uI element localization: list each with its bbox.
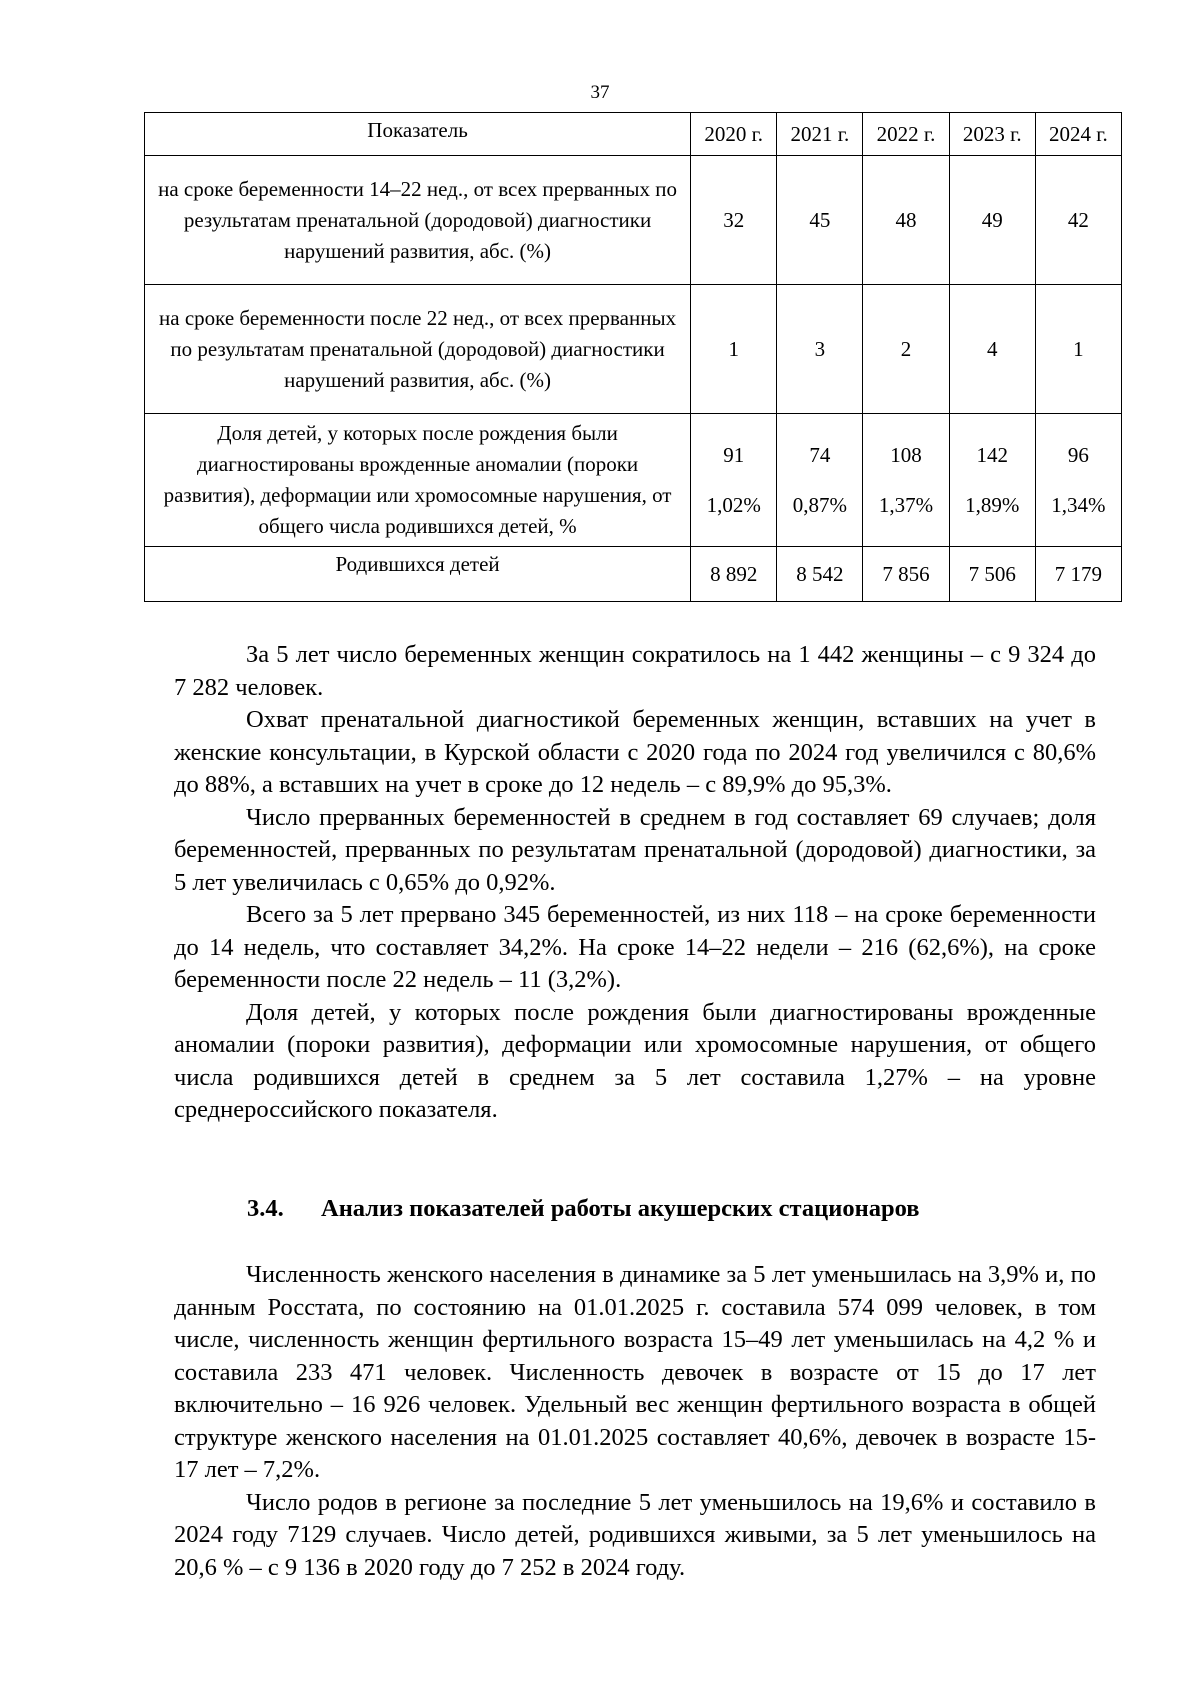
paragraph: Численность женского населения в динамике за 5 лет уменьшилась на 3,9% и, по данным Росстата, по состоянию на 01.01.2025 г. составила 574 099 человек, в том числе, численность женщин фертильного возраста 15–49 лет уменьшилась на 4,2 % и составила 233 471 человек. Численность девочек в возрасте от 15 до 17 лет включительно – 16 926 человек. Удельный вес женщин фертильного возраста в общей структуре женского населения на 01.01.2025 составляет 40,6%, девочек в возрасте 15-17 лет – 7,2%. xyxy=(174,1261,1096,1483)
table-cell xyxy=(949,414,1035,547)
row-label: на сроке беременности 14–22 нед., от всех прерванных по результатам пренатальной (дородовой) диагностики нарушений развития, абс. (%) xyxy=(145,156,691,285)
table-cell: 48 xyxy=(863,156,949,285)
cell-percent: 1,37% xyxy=(878,493,934,517)
header-year: 2021 г. xyxy=(777,113,863,156)
header-indicator: Показатель xyxy=(145,113,691,156)
section-title: Анализ показателей работы акушерских стационаров xyxy=(321,1195,920,1222)
body-text-after xyxy=(174,1259,1096,1584)
table-cell: 3 xyxy=(777,285,863,414)
header-year: 2022 г. xyxy=(863,113,949,156)
table-cell: 45 xyxy=(777,156,863,285)
header-year: 2023 г. xyxy=(949,113,1035,156)
row-label: Родившихся детей xyxy=(145,547,691,602)
table-header-row xyxy=(145,113,1122,156)
table-cell: 1 xyxy=(1035,285,1121,414)
cell-percent: 1,89% xyxy=(965,493,1020,517)
header-year: 2020 г. xyxy=(691,113,777,156)
statistics-table xyxy=(144,112,1122,602)
header-year: 2024 г. xyxy=(1035,113,1121,156)
table-cell: 7 856 xyxy=(863,547,949,602)
cell-count: 74 xyxy=(809,443,831,467)
cell-count: 91 xyxy=(723,443,745,467)
table-cell xyxy=(777,414,863,547)
cell-percent: 0,87% xyxy=(792,493,847,517)
table-row xyxy=(145,414,1122,547)
cell-count: 96 xyxy=(1067,443,1089,467)
table-row xyxy=(145,285,1122,414)
paragraph: Число прерванных беременностей в среднем в год составляет 69 случаев; доля беременностей, прерванных по результатам пренатальной (дородовой) диагностики, за 5 лет увеличилась с 0,65% до 0,92%. xyxy=(174,803,1096,896)
table-cell: 1 xyxy=(691,285,777,414)
paragraph: Доля детей, у которых после рождения были диагностированы врожденные аномалии (пороки развития), деформации или хромосомные нарушения, от общего числа родившихся детей в среднем за 5 лет составила 1,27% – на уровне среднероссийского показателя. xyxy=(174,998,1096,1123)
table-cell: 7 179 xyxy=(1035,547,1121,602)
table-cell: 8 892 xyxy=(691,547,777,602)
paragraph: Охват пренатальной диагностикой беременных женщин, вставших на учет в женские консультации, в Курской области с 2020 года по 2024 год увеличился с 80,6% до 88%, а вставших на учет в сроке до 12 недель – с 89,9% до 95,3%. xyxy=(174,706,1096,798)
table-cell: 4 xyxy=(949,285,1035,414)
table-cell: 7 506 xyxy=(949,547,1035,602)
table-row xyxy=(145,547,1122,602)
table-cell: 42 xyxy=(1035,156,1121,285)
page-number: 37 xyxy=(590,82,610,103)
cell-count: 142 xyxy=(976,443,1008,467)
section-number: 3.4. xyxy=(247,1195,284,1222)
table-cell xyxy=(863,414,949,547)
row-label: Доля детей, у которых после рождения были диагностированы врожденные аномалии (пороки развития), деформации или хромосомные нарушения, от общего числа родившихся детей, % xyxy=(145,414,691,547)
paragraph: Всего за 5 лет прервано 345 беременностей, из них 118 – на сроке беременности до 14 недель, что составляет 34,2%. На сроке 14–22 недели – 216 (62,6%), на сроке беременности после 22 недель – 11 (3,2%). xyxy=(174,901,1096,993)
table-cell: 32 xyxy=(691,156,777,285)
table-cell xyxy=(691,414,777,547)
table-cell xyxy=(1035,414,1121,547)
cell-count: 108 xyxy=(890,443,922,467)
row-label: на сроке беременности после 22 нед., от всех прерванных по результатам пренатальной (дородовой) диагностики нарушений развития, абс. (%) xyxy=(145,285,691,414)
table-row xyxy=(145,156,1122,285)
section-heading xyxy=(247,1195,919,1223)
table-cell: 2 xyxy=(863,285,949,414)
body-text-before xyxy=(174,639,1096,1127)
cell-percent: 1,02% xyxy=(706,493,761,517)
table-cell: 8 542 xyxy=(777,547,863,602)
table-cell: 49 xyxy=(949,156,1035,285)
paragraph: Число родов в регионе за последние 5 лет уменьшилось на 19,6% и составило в 2024 году 7129 случаев. Число детей, родившихся живыми, за 5 лет уменьшилось на 20,6 % – с 9 136 в 2020 году до 7 252 в 2024 году. xyxy=(174,1488,1096,1581)
paragraph: За 5 лет число беременных женщин сократилось на 1 442 женщины – с 9 324 до 7 282 человек. xyxy=(174,641,1096,701)
cell-percent: 1,34% xyxy=(1051,493,1106,517)
